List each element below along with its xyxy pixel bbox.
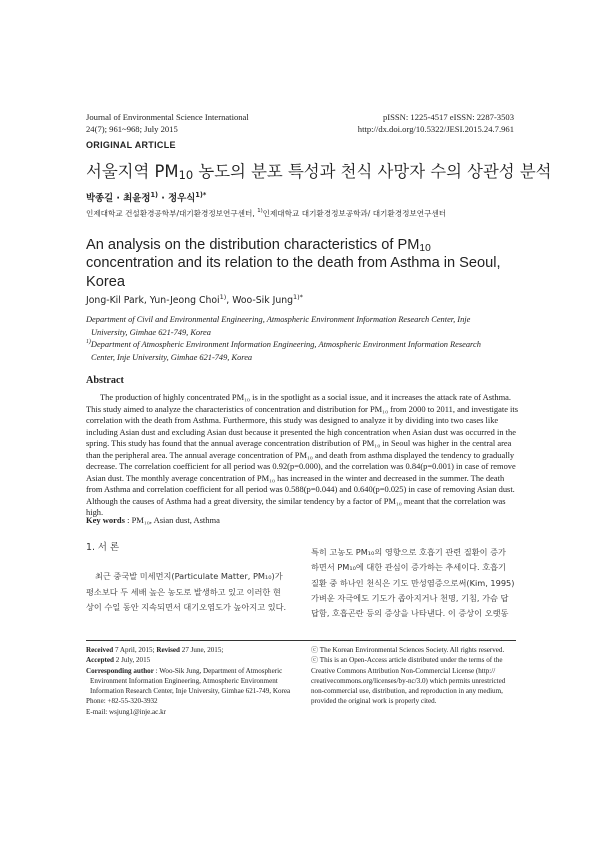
paragraph-line: 상이 수일 동안 지속되면서 대기오염도가 높아지고 있다.	[86, 602, 287, 613]
journal-issue: 24(7); 961~968; July 2015	[86, 124, 178, 134]
corresponding-author: Corresponding author : Woo-Sik Jung, Department of Atmospheric	[86, 666, 283, 675]
paragraph-line: 가벼운 자극에도 기도가 좁아지거나 천명, 기침, 가슴 답	[311, 593, 509, 604]
copyright-line: Creative Commons Attribution Non-Commercial License (http://	[311, 666, 496, 675]
phone: Phone: +82-55-320-3932	[86, 697, 158, 706]
doi-link[interactable]: http://dx.doi.org/10.5322/JESI.2015.24.7.961	[357, 124, 514, 134]
keywords: Key words : PM₁₀, Asian dust, Asthma	[86, 515, 220, 525]
journal-name: Journal of Environmental Science International	[86, 112, 249, 122]
affiliation-line: University, Gimhae 621-749, Korea	[91, 327, 211, 337]
history-line: Received 7 April, 2015; Revised 27 June, 2015;	[86, 646, 224, 654]
abstract-line: than the peripheral area. The annual average concentration of PM₁₀ and death from asthma displayed the tendency to gradually	[86, 449, 515, 460]
english-title-line: concentration and its relation to the death from Asthma in Seoul,	[86, 255, 501, 272]
abstract-line: including Asian dust and excluding Asian dust because it presented the high concentration when Asian dust was occurred in the	[86, 426, 516, 437]
footnote-divider	[86, 640, 516, 641]
affiliation-line: $^{1)}$Department of Atmospheric Environment Information Engineering, Atmospheric Environment Information Research	[86, 339, 481, 350]
abstract-line: high.	[86, 507, 104, 518]
abstract-line: spring. This study has found that the annual average concentration distribution of PM₁₀ in Seoul was higher in the central area	[86, 438, 512, 449]
email-link[interactable]: E-mail: wsjung1@inje.ac.kr	[86, 707, 167, 716]
abstract-line: Asian dust. The monthly average concentration of PM₁₀ has increased in the winter and decreased in the summer. The death	[86, 472, 505, 483]
copyright-footnote	[311, 645, 519, 707]
abstract-line: correlation with the death from Asthma. Furthermore, this study was designed to analyze it by dividing into two cases like	[86, 415, 499, 426]
paragraph-line: 평소보다 두 세배 높은 농도로 발생하고 있고 이러한 현	[86, 586, 281, 597]
abstract-heading: Abstract	[86, 375, 124, 386]
copyright-line: non-commercial use, distribution, and reproduction in any medium,	[311, 687, 503, 696]
english-title-line: An analysis on the distribution characteristics of $PM_{10}$	[86, 237, 431, 254]
copyright-line: creativecommons.org/licenses/by-nc/3.0) which permits unrestricted	[311, 676, 506, 685]
abstract-section	[86, 375, 519, 519]
korean-title: 서울지역 $PM_{10}$ 농도의 분포 특성과 천식 사망자 수의 상관성 분석	[86, 162, 552, 182]
paragraph-line: 하면서 PM₁₀에 대한 관심이 증가하는 추세이다. 호흡기	[311, 562, 506, 573]
affiliation-line: Center, Inje University, Gimhae 621-749, Korea	[91, 352, 253, 362]
english-title-line: Korea	[86, 273, 125, 290]
issn: pISSN: 1225-4517 eISSN: 2287-3503	[382, 112, 514, 122]
paragraph-line: 특히 고농도 PM₁₀의 영향으로 호흡기 관련 질환이 증가	[311, 547, 506, 557]
abstract-line: The production of highly concentrated PM₁₀ is in the spotlight as a social issue, and it increases the attack rate of Asthma.	[100, 392, 512, 402]
paragraph-line: 최근 중국발 미세먼지(Particulate Matter, PM₁₀)가	[95, 571, 283, 582]
history-line: Accepted 2 July, 2015	[86, 656, 151, 665]
korean-affiliations: 인제대학교 건설환경공학부/대기환경정보연구센터, $^{1)}$인제대학교 대기환경정보공학과/ 대기환경정보연구센터	[86, 208, 447, 218]
article-history-footnote	[86, 645, 298, 717]
intro-left-body	[86, 569, 294, 615]
abstract-body	[86, 392, 519, 519]
korean-authors: 박종길 · 최윤정$^{1)}$ · 정우식$^{1)*}$	[86, 191, 207, 204]
english-title	[86, 236, 526, 291]
abstract-line: decrease. The correlation coefficient for all period was 0.92(p=0.000), and the correlation was 0.84(p=0.001) in case of remove	[86, 461, 516, 472]
intro-right-column	[311, 545, 519, 622]
copyright-line: ⓒ The Korean Environmental Sciences Society. All rights reserved.	[311, 646, 505, 654]
copyright-line: ⓒ This is an Open-Access article distributed under the terms of the	[311, 656, 503, 665]
affiliation-line: Department of Civil and Environmental Engineering, Atmospheric Environment Information Research Center, Inje	[86, 315, 471, 324]
abstract-line: This study aimed to analyze the characteristics of concentration and distribution for PM₁₀ from 2000 to 2011, and investigate its	[86, 403, 519, 414]
paragraph-line: 질환 중 하나인 천식은 기도 만성염증으로써(Kim, 1995)	[311, 577, 515, 588]
journal-info	[86, 111, 249, 135]
article-type: ORIGINAL ARTICLE	[86, 140, 176, 150]
intro-left-column	[86, 540, 294, 615]
english-authors: Jong-Kil Park, Yun-Jeong Choi$^{1)}$, Woo-Sik Jung$^{1)*}$	[86, 293, 303, 306]
english-affiliations	[86, 314, 516, 364]
copyright-line: provided the original work is properly cited.	[311, 697, 437, 706]
corresponding-author-line: Information Research Center, Inje University, Gimhae 621-749, Korea	[90, 687, 291, 696]
abstract-line: Although the causes of Asthma had a great diversity, the similar tendency by a factor of PM₁₀ meant that the correlation was	[86, 495, 506, 506]
paragraph-line: 답함, 호흡곤란 등의 증상을 나타낸다. 이 증상이 오랫동	[311, 608, 509, 619]
journal-ids	[358, 111, 514, 135]
section-heading-introduction: 1. 서 론	[86, 542, 120, 553]
corresponding-author-line: Environment Information Engineering, Atmospheric Environment	[90, 676, 278, 685]
abstract-line: from Asthma and correlation coefficient for all period was 0.588(p=0.044) and 0.640(p=0.025) in case of removing Asian dust.	[86, 484, 515, 495]
